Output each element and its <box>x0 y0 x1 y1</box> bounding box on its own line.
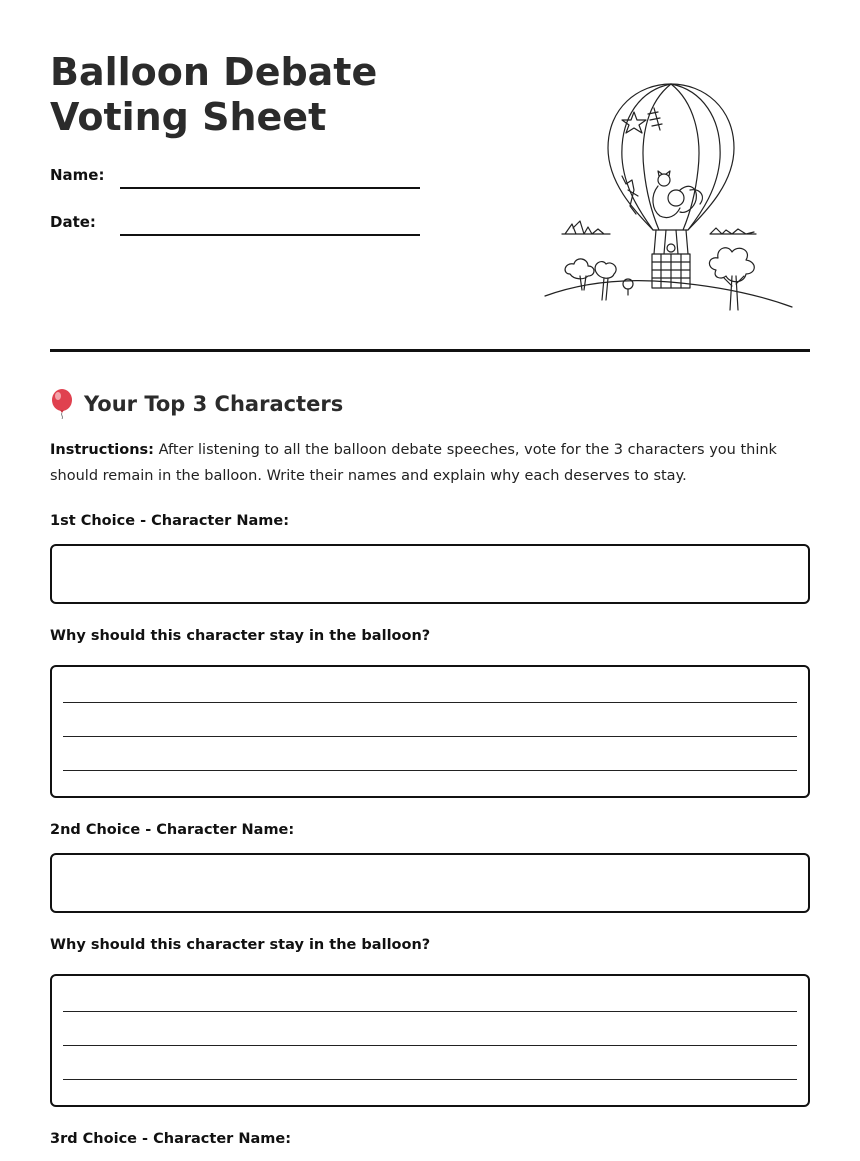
first-choice-why-input[interactable] <box>50 665 810 798</box>
section-heading <box>50 388 343 420</box>
second-choice-why-input[interactable] <box>50 974 810 1107</box>
instructions-label: Instructions: <box>50 442 154 458</box>
writing-line <box>63 770 797 771</box>
second-choice-label: 2nd Choice - Character Name: <box>50 822 295 838</box>
writing-line <box>63 1079 797 1080</box>
balloon-icon <box>50 389 74 419</box>
section-divider <box>50 349 810 352</box>
first-choice-why-label: Why should this character stay in the balloon? <box>50 628 431 644</box>
first-choice-label: 1st Choice - Character Name: <box>50 513 290 529</box>
hot-air-balloon-illustration <box>540 78 800 318</box>
writing-line <box>63 1045 797 1046</box>
first-choice-name-input[interactable] <box>50 544 810 604</box>
section-title: Your Top 3 Characters <box>84 392 344 416</box>
second-choice-name-input[interactable] <box>50 853 810 913</box>
name-label: Name: <box>50 166 105 184</box>
second-choice-why-label: Why should this character stay in the balloon? <box>50 937 431 953</box>
third-choice-label: 3rd Choice - Character Name: <box>50 1131 292 1147</box>
name-field[interactable] <box>120 187 420 189</box>
writing-line <box>63 1011 797 1012</box>
writing-line <box>63 736 797 737</box>
date-label: Date: <box>50 213 96 231</box>
page-title: Balloon Debate Voting Sheet <box>50 50 378 139</box>
instructions <box>50 437 810 489</box>
date-field[interactable] <box>120 234 420 236</box>
writing-line <box>63 702 797 703</box>
instructions-text: After listening to all the balloon debate speeches, vote for the 3 characters you think should remain in the balloon. Write their names and explain why each deserves to stay. <box>50 442 777 484</box>
